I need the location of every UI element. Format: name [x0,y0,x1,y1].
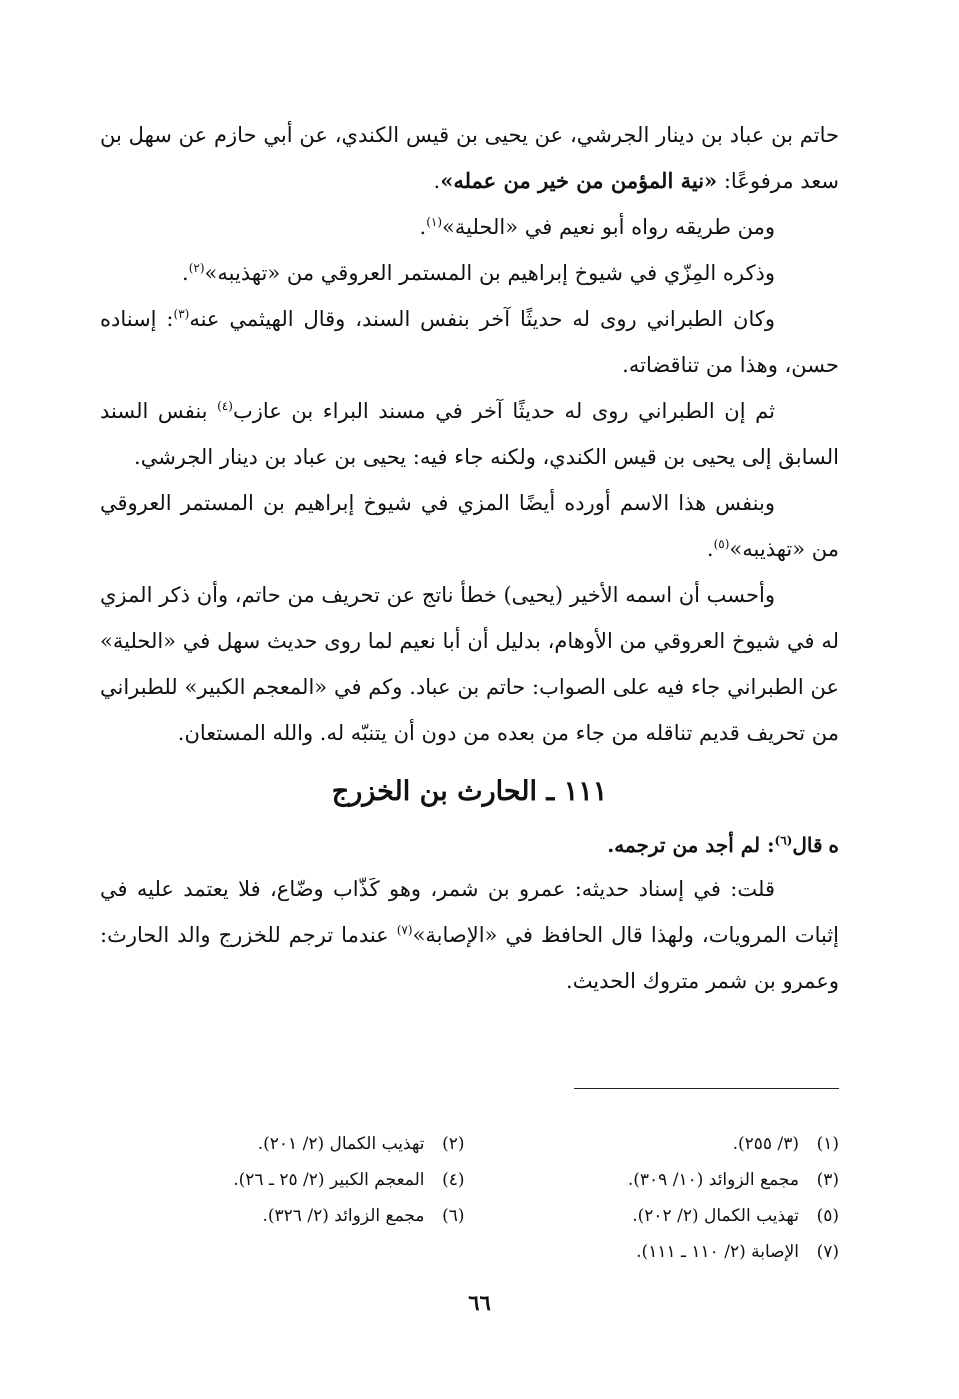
footnote-ref-4[interactable]: (٤) [217,399,233,413]
paragraph-3-end: . [182,261,189,285]
footnote-number: (٣) [816,1170,839,1190]
footnote-text: (٣/ ٢٥٥). [732,1134,799,1154]
footnote-number: (٤) [442,1170,465,1190]
section-statement [100,824,839,866]
paragraph-8-text-a: قلت: في إسناد حديثه: عمرو بن شمر، وهو كَذّاب وضّاع، فلا يعتمد عليه في إثبات المرويات، ولهذا قال الحافظ في «الإصابة» [100,877,839,947]
paragraph-1-line-2: عن سهل بن سعد مرفوعًا: [100,123,839,193]
paragraph-7 [100,572,839,756]
footnote-number: (٢) [442,1134,465,1154]
footnote-divider [574,1088,839,1089]
footnote-5 [505,1198,840,1234]
footnote-4 [130,1162,465,1198]
paragraph-2-end: . [419,215,427,239]
footnote-1 [505,1126,840,1162]
footnote-ref-7[interactable]: (٧) [396,923,413,937]
paragraph-8-text-b: عندما ترجم للخزرج والد الحارث: وعمرو بن شمر متروك الحديث. [100,923,839,993]
footnotes [130,1126,839,1270]
footnote-number: (٥) [816,1206,839,1226]
footnote-ref-5[interactable]: (٥) [713,537,730,551]
paragraph-4-end: : إسناده حسن، وهذا من تناقضاته. [100,307,839,377]
section-qal: قال [792,833,823,857]
footnote-text: مجمع الزوائد (١٠/ ٣٠٩). [627,1170,799,1190]
footnote-ref-2[interactable]: (٢) [188,261,205,275]
footnote-number: (٧) [816,1242,839,1262]
bullet-circle-icon: ە [828,833,839,857]
body-text-2 [100,866,839,1004]
section-statement-text: : لم أجد من ترجمه. [607,833,775,857]
paragraph-6 [100,480,839,572]
paragraph-2-text: ومن طريقه رواه أبو نعيم في «الحلية» [442,215,775,239]
footnote-6 [130,1198,465,1234]
footnote-text: مجمع الزوائد (٢/ ٣٢٦). [262,1206,425,1226]
paragraph-1 [100,112,839,204]
footnote-number: (٦) [442,1206,465,1226]
paragraph-4-text: وكان الطبراني روى له حديثًا آخر بنفس السند، وقال الهيثمي عنه [189,307,775,331]
page-number: ٦٦ [468,1290,491,1315]
footnote-7 [505,1234,840,1270]
paragraph-5 [100,388,839,480]
footnote-text: تهذيب الكمال (٢/ ٢٠١). [257,1134,425,1154]
hadith-quote: «نية المؤمن من خير من عمله» [440,168,718,193]
section-heading: ١١١ ـ الحارث بن الخزرج [331,776,608,807]
footnote-2 [130,1126,465,1162]
paragraph-3-text: وذكره المِزّي في شيوخ إبراهيم بن المستمر العروقي من «تهذيبه» [204,261,775,285]
paragraph-6-end: . [706,537,714,561]
footnote-text: الإصابة (٢/ ١١٠ ـ ١١١). [636,1242,799,1262]
footnote-ref-3[interactable]: (٣) [173,307,190,321]
body-text [100,112,839,756]
paragraph-3 [100,250,839,296]
footnote-3 [505,1162,840,1198]
paragraph-5-text-b: بنفس السند السابق إلى يحيى بن قيس الكندي، ولكنه جاء فيه: يحيى بن عباد بن دينار الجرشي. [100,399,839,469]
paragraph-8 [100,866,839,1004]
paragraph-4 [100,296,839,388]
footnote-text: المعجم الكبير (٢/ ٢٥ ـ ٢٦). [233,1170,425,1190]
paragraph-7-text: وأحسب أن اسمه الأخير (يحيى) خطأ ناتج عن تحريف من حاتم، وأن ذكر المزي له في شيوخ العروقي من الأوهام، بدليل أن أبا نعيم لما روى حديث سهل في «الحلية» عن الطبراني جاء فيه على الصواب: حاتم بن عباد. وكم في «المعجم الكبير» للطبراني من تحريف قديم تناقله من جاء من بعده من دون أن يتنبّه له. والله المستعان. [100,583,839,745]
paragraph-2 [100,204,839,250]
paragraph-1-end: . [433,169,441,193]
footnote-number: (١) [816,1134,839,1154]
paragraph-6-text: وبنفس هذا الاسم أورده أيضًا المزي في شيوخ إبراهيم بن المستمر العروقي من «تهذيبه» [100,491,839,561]
page-content [100,112,839,1004]
footnote-text: تهذيب الكمال (٢/ ٢٠٢). [632,1206,799,1226]
footnote-ref-1[interactable]: (١) [426,215,443,229]
paragraph-5-text-a: ثم إن الطبراني روى له حديثًا آخر في مسند البراء بن عازب [232,399,775,423]
footnote-ref-6[interactable]: (٦) [774,833,793,848]
paragraph-1-line-1: حاتم بن عباد بن دينار الجرشي، عن يحيى بن قيس الكندي، عن أبي حازم [214,123,839,147]
